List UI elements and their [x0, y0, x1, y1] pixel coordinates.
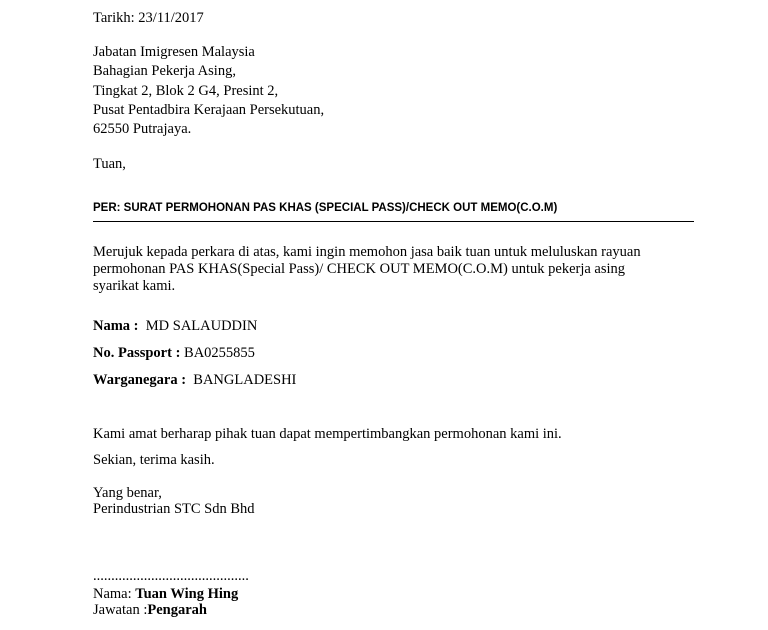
subject-underline — [93, 221, 694, 222]
recipient-line: Tingkat 2, Blok 2 G4, Presint 2, — [93, 83, 279, 99]
signatory-position-row — [93, 603, 207, 618]
recipient-line: Pusat Pentadbira Kerajaan Persekutuan, — [93, 102, 325, 118]
salutation: Tuan, — [93, 156, 126, 172]
signatory-position-label: Jawatan : — [93, 602, 148, 618]
company-name: Perindustrian STC Sdn Bhd — [93, 501, 255, 517]
detail-name-row — [93, 319, 257, 334]
signature-line: ........................................... — [93, 568, 249, 584]
recipient-line: Bahagian Pekerja Asing, — [93, 63, 236, 79]
subject-line: PER: SURAT PERMOHONAN PAS KHAS (SPECIAL PASS)/CHECK OUT MEMO(C.O.M) — [93, 202, 558, 214]
detail-name-value: MD SALAUDDIN — [145, 318, 258, 334]
detail-passport-label: No. Passport : — [93, 345, 181, 361]
detail-nationality-row — [93, 373, 296, 388]
recipient-line: 62550 Putrajaya. — [93, 121, 192, 137]
signatory-name-row — [93, 587, 238, 602]
detail-name-label: Nama : — [93, 318, 139, 334]
detail-nationality-value: BANGLADESHI — [193, 372, 297, 388]
detail-passport-row — [93, 346, 255, 361]
body-line: syarikat kami. — [93, 278, 176, 294]
detail-nationality-label: Warganegara : — [93, 372, 187, 388]
closing-thanks: Sekian, terima kasih. — [93, 452, 215, 468]
closing-regards: Yang benar, — [93, 485, 162, 501]
closing-hope: Kami amat berharap pihak tuan dapat mempertimbangkan permohonan kami ini. — [93, 426, 562, 442]
detail-passport-value: BA0255855 — [184, 345, 255, 361]
letter-date: Tarikh: 23/11/2017 — [93, 10, 204, 26]
body-line: permohonan PAS KHAS(Special Pass)/ CHECK OUT MEMO(C.O.M) untuk pekerja asing — [93, 261, 626, 277]
signatory-position-value: Pengarah — [147, 602, 207, 618]
recipient-line: Jabatan Imigresen Malaysia — [93, 44, 255, 60]
body-line: Merujuk kepada perkara di atas, kami ingin memohon jasa baik tuan untuk meluluskan rayuan — [93, 244, 641, 260]
signatory-name-value: Tuan Wing Hing — [135, 586, 239, 602]
signatory-name-label: Nama: — [93, 586, 136, 602]
